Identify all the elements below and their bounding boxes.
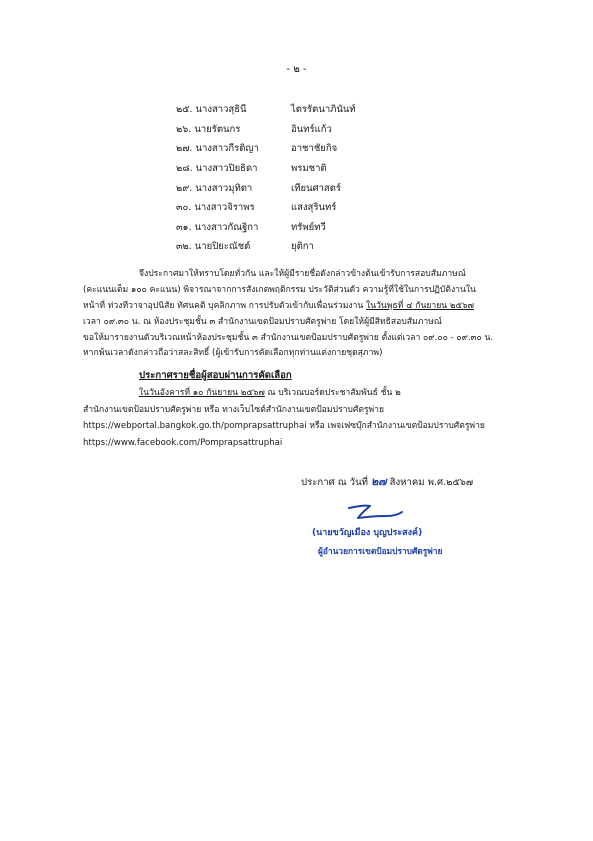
results-line [83,385,523,402]
facebook-link[interactable]: https://www.facebook.com/Pomprapsattruphai [83,437,283,448]
announcement-line: (คะแนนเต็ม ๑๐๐ คะแนน) พิจารณาจากการสังเกตพฤติกรรม ประวัติส่วนตัว ความรู้ที่ใช้ในการปฏิบัติงานใน [83,284,476,295]
list-item [176,178,516,198]
signer-name: (นายขวัญเมือง บุญประสงค์) [312,528,423,538]
name-last: อาชาชัยกิจ [291,143,338,155]
interview-date: ในวันพุธที่ ๔ กันยายน ๒๕๖๗ [366,300,474,311]
name-first: ๓๒. นายปิยะณัชต์ [176,241,251,253]
website-link[interactable]: https://webportal.bangkok.go.th/pomprapsattruphai หรือ เพจเฟซบุ๊กสำนักงานเขตป้อมปราบศัตรูพ่าย [83,421,485,431]
name-first: ๒๘. นางสาวปิยธิดา [176,163,258,175]
name-last: ทรัพย์ทวี [291,221,326,233]
announcement-line [83,299,523,315]
name-list [176,100,516,257]
name-last: ยุติกา [291,241,314,253]
announcement-line: หากพ้นเวลาดังกล่าวถือว่าสละสิทธิ์ (ผู้เข้ารับการคัดเลือกทุกท่านแต่งกายชุดสุภาพ) [83,348,383,359]
name-last: ไตรรัตนาภินันท์ [291,104,356,116]
page-number: - ๒ - [286,64,307,75]
list-item [176,139,516,159]
name-first: ๓๑. นางสาวกัณฐิกา [176,221,259,233]
name-first: ๒๗. นางสาวกีรติญา [176,143,259,155]
name-first: ๓๐. นางสาวจิราพร [176,202,255,214]
announcement-line: เวลา ๐๙.๓๐ น. ณ ห้องประชุมชั้น ๓ สำนักงานเขตป้อมปราบศัตรูพ่าย โดยให้ผู้มีสิทธิสอบสัมภาษณ์ [83,316,442,327]
name-last: อินทร์แก้ว [291,123,332,135]
issued-suffix: สิงหาคม พ.ศ.๒๕๖๗ [389,477,474,488]
name-last: พรมชาติ [291,163,327,175]
signature-mark [346,500,406,524]
name-last: เทียนศาสตร์ [291,182,342,194]
name-first: ๒๙. นางสาวมุทิตา [176,182,253,194]
name-last: แสงสุรินทร์ [291,202,337,214]
signer-position: ผู้อำนวยการเขตป้อมปราบศัตรูพ่าย [318,546,443,556]
results-heading: ประกาศรายชื่อผู้สอบผ่านการคัดเลือก [139,370,292,381]
name-first: ๒๖. นายรัตนกร [176,123,241,135]
list-item [176,218,516,238]
list-item [176,120,516,140]
issued-prefix: ประกาศ ณ วันที่ [301,477,368,488]
name-first: ๒๕. นางสาวสุธินี [176,104,247,116]
list-item [176,198,516,218]
results-date: ในวันอังคารที่ ๑๐ กันยายน ๒๕๖๗ [139,388,265,398]
announcement-line: ขอให้มารายงานตัวบริเวณหน้าห้องประชุมชั้น ๓ สำนักงานเขตป้อมปราบศัตรูพ่าย ตั้งแต่เวลา ๐๙.๐๐ - ๐๙.๓๐ น. [83,332,494,343]
announcement-text: หน้าที่ ท่วงทีวาจาอุปนิสัย ทัศนคติ บุคลิกภาพ การปรับตัวเข้ากับเพื่อนร่วมงาน [83,300,366,311]
results-paragraph [83,385,523,451]
announcement-line: จึงประกาศมาให้ทราบโดยทั่วกัน และให้ผู้มีรายชื่อดังกล่าวข้างต้นเข้ารับการสอบสัมภาษณ์ [139,269,466,279]
list-item [176,159,516,179]
issued-day: ๒๗ [371,475,387,488]
announcement-paragraph [83,267,523,362]
list-item [176,237,516,257]
results-line: สำนักงานเขตป้อมปราบศัตรูพ่าย หรือ ทางเว็บไซต์สำนักงานเขตป้อมปราบศัตรูพ่าย [83,404,385,415]
results-text: ณ บริเวณบอร์ดประชาสัมพันธ์ ชั้น ๒ [264,388,401,398]
issued-date [301,472,473,490]
list-item [176,100,516,120]
